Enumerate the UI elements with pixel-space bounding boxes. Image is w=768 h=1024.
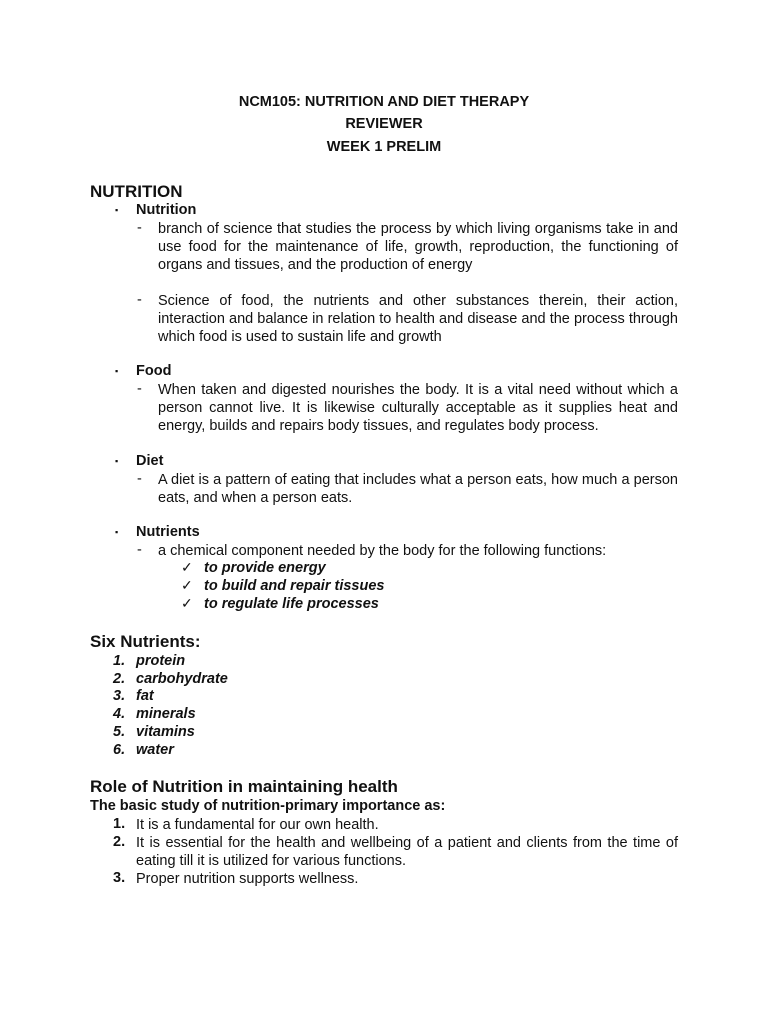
- list-number: 6.: [113, 742, 126, 758]
- dash-marker: -: [137, 542, 142, 558]
- list-number: 3.: [113, 688, 126, 704]
- term-label-food: Food: [136, 363, 172, 379]
- term-definition: Science of food, the nutrients and other substances therein, their action, interaction and balance in relation to health and disease and the process through which food is used to sustain life and growth: [158, 293, 678, 345]
- section-heading-role: Role of Nutrition in maintaining health: [90, 777, 398, 796]
- doc-subtitle: REVIEWER: [345, 116, 423, 132]
- list-item: vitamins: [136, 724, 195, 740]
- section-heading-six-nutrients: Six Nutrients:: [90, 632, 201, 651]
- bullet-icon: ▪: [115, 366, 119, 376]
- list-item: It is a fundamental for our own health.: [136, 817, 379, 833]
- list-item: It is essential for the health and wellbeing of a patient and clients from the time of eating till it is utilized for various functions.: [136, 835, 678, 869]
- term-definition: a chemical component needed by the body for the following functions:: [158, 543, 607, 559]
- list-number: 2.: [113, 834, 126, 850]
- list-number: 4.: [113, 706, 126, 722]
- bullet-icon: ▪: [115, 205, 119, 215]
- dash-marker: -: [137, 292, 142, 308]
- dash-marker: -: [137, 471, 142, 487]
- term-definition: branch of science that studies the process by which living organisms take in and use food for the maintenance of life, growth, reproduction, the functioning of organs and tissues, and the production of energy: [158, 221, 678, 273]
- term-definition: A diet is a pattern of eating that includes what a person eats, how much a person eats, and when a person eats.: [158, 472, 678, 506]
- term-label-nutrition: Nutrition: [136, 202, 197, 218]
- role-subheading: The basic study of nutrition-primary importance as:: [90, 798, 446, 814]
- dash-marker: -: [137, 381, 142, 397]
- list-item: Proper nutrition supports wellness.: [136, 871, 359, 887]
- term-label-diet: Diet: [136, 453, 164, 469]
- list-item: carbohydrate: [136, 671, 228, 687]
- function-item: to regulate life processes: [204, 596, 379, 612]
- list-number: 1.: [113, 816, 126, 832]
- term-definition: When taken and digested nourishes the body. It is a vital need without which a person cannot live. It is likewise culturally acceptable as it supplies heat and energy, builds and repairs body tissues, and regulates body process.: [158, 382, 678, 434]
- bullet-icon: ▪: [115, 456, 119, 466]
- list-number: 1.: [113, 653, 126, 669]
- list-number: 5.: [113, 724, 126, 740]
- doc-week: WEEK 1 PRELIM: [326, 139, 442, 155]
- check-icon: ✓: [181, 595, 193, 611]
- bullet-icon: ▪: [115, 527, 119, 537]
- term-label-nutrients: Nutrients: [136, 524, 200, 540]
- list-number: 3.: [113, 870, 126, 886]
- check-icon: ✓: [181, 577, 193, 593]
- dash-marker: -: [137, 220, 142, 236]
- section-heading-nutrition: NUTRITION: [90, 182, 183, 201]
- list-item: minerals: [136, 706, 196, 722]
- doc-title: NCM105: NUTRITION AND DIET THERAPY: [238, 94, 530, 110]
- list-item: water: [136, 742, 174, 758]
- list-item: protein: [136, 653, 186, 669]
- function-item: to build and repair tissues: [204, 578, 385, 594]
- check-icon: ✓: [181, 559, 193, 575]
- list-item: fat: [136, 688, 154, 704]
- list-number: 2.: [113, 671, 126, 687]
- function-item: to provide energy: [204, 560, 326, 576]
